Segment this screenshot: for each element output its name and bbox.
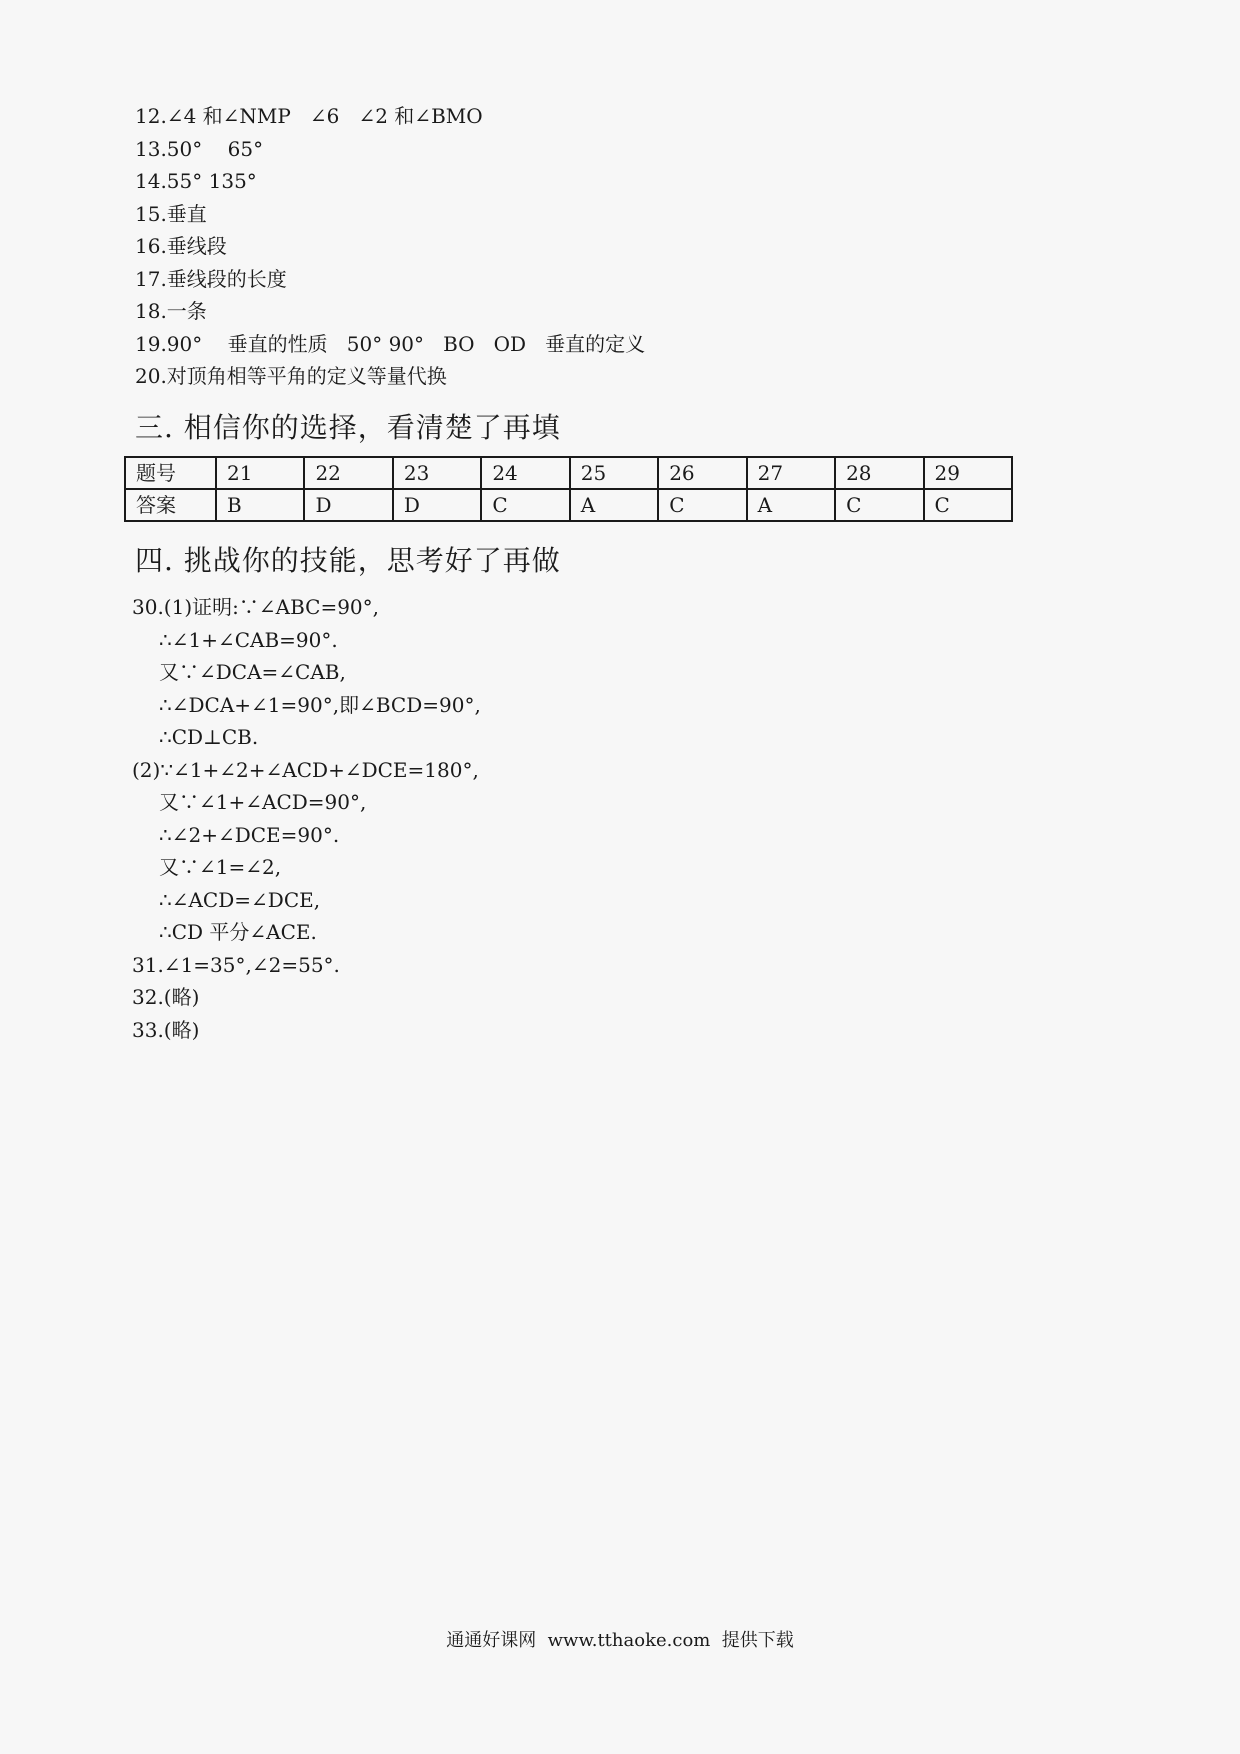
answer-cell: D xyxy=(393,489,481,521)
table-row-answers xyxy=(125,489,1012,521)
proof-line: ∴CD 平分∠ACE. xyxy=(159,920,317,944)
proof-line: 又∵∠1+∠ACD=90°, xyxy=(159,790,367,814)
fill-answer-list xyxy=(135,100,645,393)
fill-answer-line: 18.一条 xyxy=(135,299,207,323)
fill-answer-line: 16.垂线段 xyxy=(135,234,227,258)
fill-answer-line: 17.垂线段的长度 xyxy=(135,266,287,291)
answer-cell: C xyxy=(924,489,1013,521)
question-number-cell: 29 xyxy=(924,457,1013,489)
proof-line: 又∵∠DCA=∠CAB, xyxy=(159,660,346,684)
answer-cell: A xyxy=(747,489,835,521)
question-number-cell: 22 xyxy=(304,457,392,489)
row-header-answer: 答案 xyxy=(125,489,216,521)
answer-cell: D xyxy=(304,489,392,521)
proof-line: ∴∠DCA+∠1=90°,即∠BCD=90°, xyxy=(159,692,481,717)
fill-answer-line: 20.对顶角相等平角的定义等量代换 xyxy=(135,364,447,388)
proof-line: ∴CD⊥CB. xyxy=(159,725,259,749)
question-number-cell: 26 xyxy=(658,457,746,489)
answer-cell: A xyxy=(570,489,658,521)
question-number-cell: 28 xyxy=(835,457,923,489)
row-header-number: 题号 xyxy=(125,457,216,489)
question-number-cell: 25 xyxy=(570,457,658,489)
footer-source-note: 通通好课网 www.tthaoke.com 提供下载 xyxy=(446,1630,794,1651)
answer-cell: C xyxy=(481,489,569,521)
question-number-cell: 21 xyxy=(216,457,304,489)
proof-line: ∴∠1+∠CAB=90°. xyxy=(159,627,338,652)
answer-cell: C xyxy=(658,489,746,521)
proof-line: 32.(略) xyxy=(132,985,200,1009)
question-number-cell: 27 xyxy=(747,457,835,489)
fill-answer-line: 12.∠4 和∠NMP ∠6 ∠2 和∠BMO xyxy=(135,104,483,128)
question-number-cell: 24 xyxy=(481,457,569,489)
proof-line: 30.(1)证明:∵∠ABC=90°, xyxy=(132,595,380,619)
proof-section xyxy=(132,591,481,1046)
section-4-heading: 四. 挑战你的技能，思考好了再做 xyxy=(135,544,561,577)
proof-line: 又∵∠1=∠2, xyxy=(159,855,282,879)
fill-answer-line: 15.垂直 xyxy=(135,201,207,226)
table-row-numbers xyxy=(125,457,1012,489)
proof-line: ∴∠ACD=∠DCE, xyxy=(159,887,321,912)
answer-cell: C xyxy=(835,489,923,521)
proof-line: 31.∠1=35°,∠2=55°. xyxy=(132,952,340,977)
question-number-cell: 23 xyxy=(393,457,481,489)
fill-answer-line: 13.50° 65° xyxy=(135,136,264,161)
fill-answer-line: 19.90° 垂直的性质 50° 90° BO OD 垂直的定义 xyxy=(135,331,646,356)
section-3-heading: 三. 相信你的选择，看清楚了再填 xyxy=(135,411,561,444)
fill-answer-line: 14.55° 135° xyxy=(135,169,257,193)
proof-line: (2)∵∠1+∠2+∠ACD+∠DCE=180°, xyxy=(132,757,479,782)
proof-line: ∴∠2+∠DCE=90°. xyxy=(159,822,340,847)
choice-answer-table xyxy=(124,456,1013,522)
answer-cell: B xyxy=(216,489,304,521)
proof-line: 33.(略) xyxy=(132,1017,200,1042)
